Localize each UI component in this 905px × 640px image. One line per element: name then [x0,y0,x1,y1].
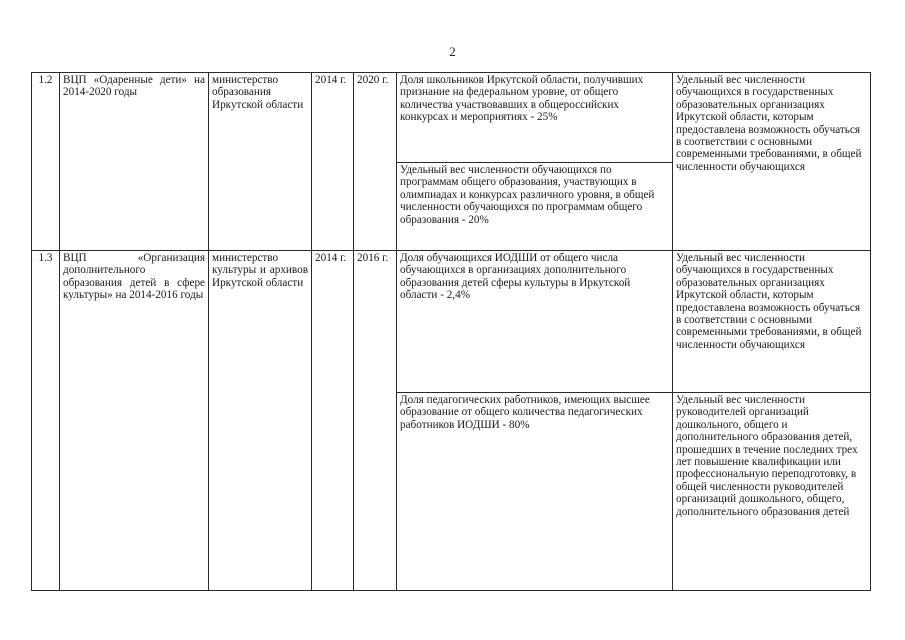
indicator-cell: Удельный вес численности обучающихся по программам общего образования, участвующих в олимпиадах и конкурсах различного уровня, в общей численности обучающихся по программам общего образования - 20% [397,163,673,251]
target-cell: Удельный вес численности руководителей организаций дошкольного, общего и дополнительного образования детей, прошедших в течение последних трех лет повышение квалификации или профессиональную переподготовку, в общей численности руководителей организаций дошкольного, общего, дополнительного образования детей [673,393,871,591]
indicator-cell: Доля школьников Иркутской области, получивших признание на федеральном уровне, от общего количества участвовавших в общероссийских конкурсах и мероприятиях - 25% [397,73,673,163]
table-row [32,251,871,393]
program-name: ВЦП «Организация дополнительного образования детей в сфере культуры» на 2014-2016 годы [60,251,209,591]
start-year: 2014 г. [312,73,354,251]
table-row [32,73,871,163]
target-cell: Удельный вес численности обучающихся в государственных образовательных организациях Иркутской области, которым предоставлена возможность обучаться в соответствии с основными современными требованиями, в общей численности обучающихся [673,251,871,393]
end-year: 2016 г. [354,251,397,591]
program-table [31,72,871,591]
row-number: 1.3 [32,251,60,591]
page-number: 2 [449,44,456,59]
indicator-cell: Доля обучающихся ИОДШИ от общего числа обучающихся в организациях дополнительного образования детей сферы культуры в Иркутской области - 2,4% [397,251,673,393]
row-number: 1.2 [32,73,60,251]
start-year: 2014 г. [312,251,354,591]
responsible-ministry: министерство образования Иркутской области [209,73,312,251]
program-name: ВЦП «Одаренные дети» на 2014-2020 годы [60,73,209,251]
target-cell: Удельный вес численности обучающихся в государственных образовательных организациях Иркутской области, которым предоставлена возможность обучаться в соответствии с основными современными требованиями, в общей численности обучающихся [673,73,871,251]
indicator-cell: Доля педагогических работников, имеющих высшее образование от общего количества педагогических работников ИОДШИ - 80% [397,393,673,591]
responsible-ministry: министерство культуры и архивов Иркутской области [209,251,312,591]
end-year: 2020 г. [354,73,397,251]
